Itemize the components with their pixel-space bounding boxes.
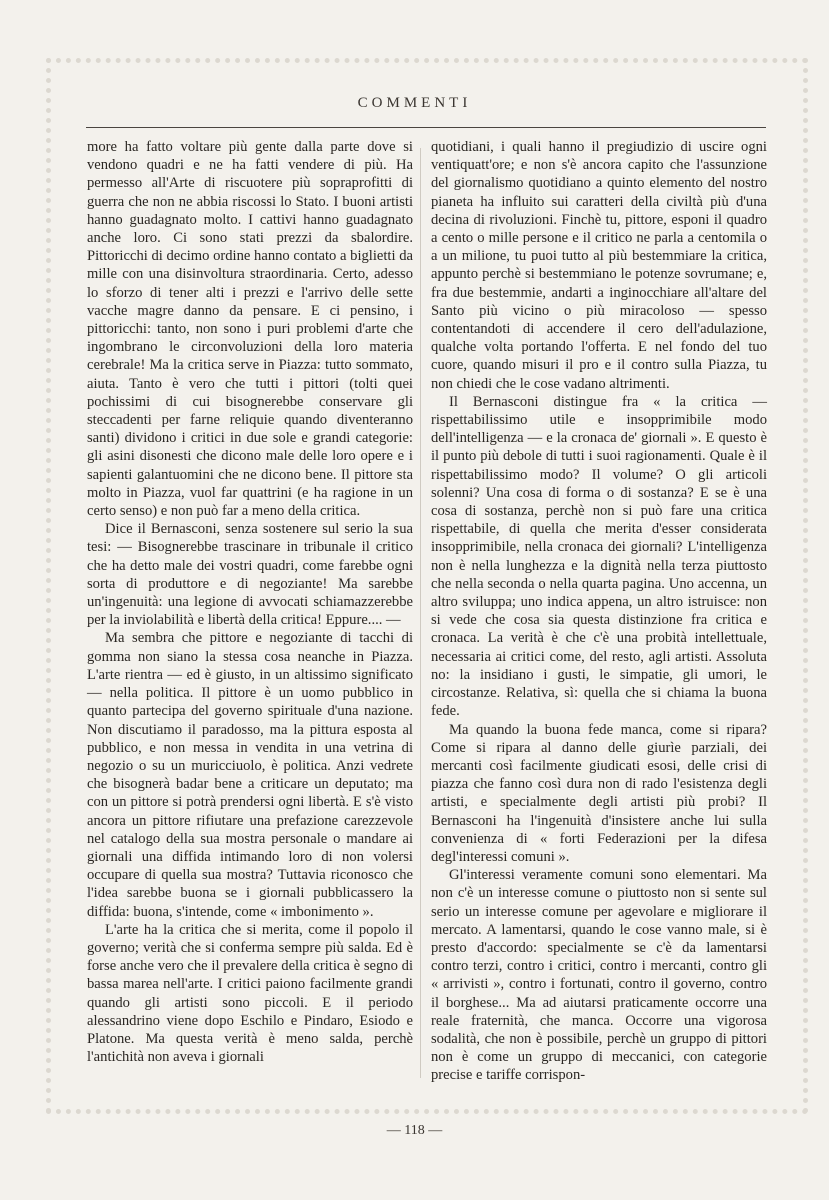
header-rule [86,127,766,128]
paragraph: Gl'interessi veramente comuni sono elementari. Ma non c'è un interesse comune o piuttosto non si sente sul serio un interesse comune per agevolare e migliorare il mercato. A lamentarsi, quando le cose vanno male, si è presto d'accordo: specialmente se c'è da lamentarsi contro terzi, contro i critici, contro i mercanti, contro gli « arrivisti », contro i fortunati, contro il governo, contro il borghese... Ma ad aiutarsi praticamente occorre una reale fraternità, che manca. Occorre una vigorosa sodalità, che non è possibile, perchè un gruppo di pittori non è come un gruppo di meccanici, con categorie precise e tariffe corrispon- [431,867,767,1084]
left-column [87,138,413,1066]
paragraph: more ha fatto voltare più gente dalla parte dove si vendono quadri e ne ha fatti vendere di più. Ha permesso all'Arte di riscuotere più sopraprofitti di guerra che non ne abbia riscossi lo Stato. I buoni artisti hanno guadagnato molto. I cattivi hanno guadagnato anche loro. Ci sono stati prezzi da sbalordire. Pittoricchi di decimo ordine hanno contato a biglietti da mille con una disinvoltura straordinaria. Certo, adesso lo sforzo di tener alti i prezzi e l'arrivo delle sette vacche magre danno da pensare. E ci pensino, i pittoricchi: tanto, non sono i puri problemi d'arte che ingombrano le circonvoluzioni della loro materia cerebrale! Ma la critica serve in Piazza: tutto sommato, aiuta. Tanto è vero che tutti i pittori (tolti quei pochissimi di cui bisognerebbe conservare gli steccadenti per farne reliquie quando diventeranno santi) dividono i critici in due sole e grandi categorie: gli asini disonesti che dicono male delle loro opere e i sapienti galantuomini che ne dicono bene. Il pittore sta molto in Piazza, vuol far quattrini (e ha ragione in un certo senso) e non può far a meno della critica. [87,139,413,520]
paragraph: Dice il Bernasconi, senza sostenere sul serio la sua tesi: — Bisognerebbe trascinare in tribunale il critico che ha detto male dei vostri quadri, come farebbe ogni sorta di produttore e di negoziante! Ma sarebbe un'ingenuità: una legione di avvocati schiamazzerebbe per la inviolabilità e libertà della critica! Eppure.... — [87,521,413,629]
paragraph: Il Bernasconi distingue fra « la critica — rispettabilissimo utile e insopprimibile modo dell'intelligenza — e la cronaca de' giornali ». E questo è il punto più debole di tutti i suoi ragionamenti. Quale è il rispettabilissimo modo? Il volume? O gli articoli solenni? Una cosa di forma o di sostanza? E se è una cosa di sostanza, perchè non si può fare una critica rispettabile, di quella che merita d'esser considerata insopprimibile, nella cronaca dei giornali? L'intelligenza non è nella lunghezza e la dignità nella terza piuttosto che nella seconda o nella quarta pagina. Uno accenna, un altro sviluppa; uno indica appena, un altro istruisce: non si vede che cosa sia questa distinzione fra critica e cronaca. La verità è che c'è una probità intellettuale, necessaria ai critici come, del resto, agli artisti. Assoluta no: la insidiano i gusti, le simpatie, gli umori, le circostanze. Relativa, sì: quella che si chiama la buona fede. [431,393,767,720]
running-header: COMMENTI [357,95,472,111]
column-divider [420,148,421,1078]
paragraph: quotidiani, i quali hanno il pregiudizio di uscire ogni ventiquatt'ore; e non s'è ancora capito che l'assunzione del giornalismo quotidiano a quinto elemento del nostro pianeta ha influito sui caratteri della civiltà più d'una decina di rivoluzioni. Finchè tu, pittore, esponi il quadro a cento o mille persone e il critico ne parla a centomila o a un milione, tu puoi tutto al più bestemmiare la critica, appunto perchè si bestemmiano le potenze sovrumane; e, fra due bestemmie, andarti a inginocchiare all'altare del Santo più vicino o più miracoloso — spesso contentandoti di accendere il cero dell'adulazione, qualche volta portando l'offerta. E nel fondo del tuo cuore, quando misuri il pro e il contro sulla Piazza, tu non chiedi che le cose vadano altrimenti. [431,139,767,392]
paragraph: L'arte ha la critica che si merita, come il popolo il governo; verità che si conferma sempre più salda. Ed è forse anche vero che il prevalere della critica è segno di bassa marea nell'arte. I critici paiono facilmente grandi quando gli artisti sono piccoli. E il periodo alessandrino viene dopo Eschilo e Pindaro, Esiodo e Platone. Ma questa verità è meno salda, perchè l'antichità non aveva i giornali [87,921,413,1066]
paragraph: Ma quando la buona fede manca, come si ripara? Come si ripara al danno delle giurìe parziali, dei mercanti così facilmente giudicati esosi, delle crisi di piazza che fanno così dura non di rado l'esistenza degli artisti, e specialmente degli artisti più probi? Il Bernasconi ha l'ingenuità d'insistere anche lui sulla convenienza di « forti Federazioni per la difesa degl'interessi comuni ». [431,721,767,865]
right-column [431,138,767,1085]
page-number: — 118 — [386,1123,443,1138]
paragraph: Ma sembra che pittore e negoziante di tacchi di gomma non siano la stessa cosa neanche in Piazza. L'arte rientra — ed è giusto, in un altissimo significato — nella politica. Il pittore è un uomo pubblico in quanto partecipa del governo spirituale d'una nazione. Non discutiamo il paradosso, ma la pittura esposta al pubblico, e non messa in vendita in una vetrina di negozio o su un muricciuolo, è politica. Anzi vedrete che bisognerà badar bene a criticare un deputato; ma con un pittore si potrà prendersi ogni libertà. E s'è visto ancora un pittore rifiutare una prefazione carezzevole nel catalogo della sua mostra personale o mandare ai giornali una diffida intimando loro di non volersi occupare di quella sua mostra? Tuttavia riconosco che l'idea sarebbe buona se i giornali pubblicassero la diffida: buona, s'intende, come « imbonimento ». [87,630,413,920]
